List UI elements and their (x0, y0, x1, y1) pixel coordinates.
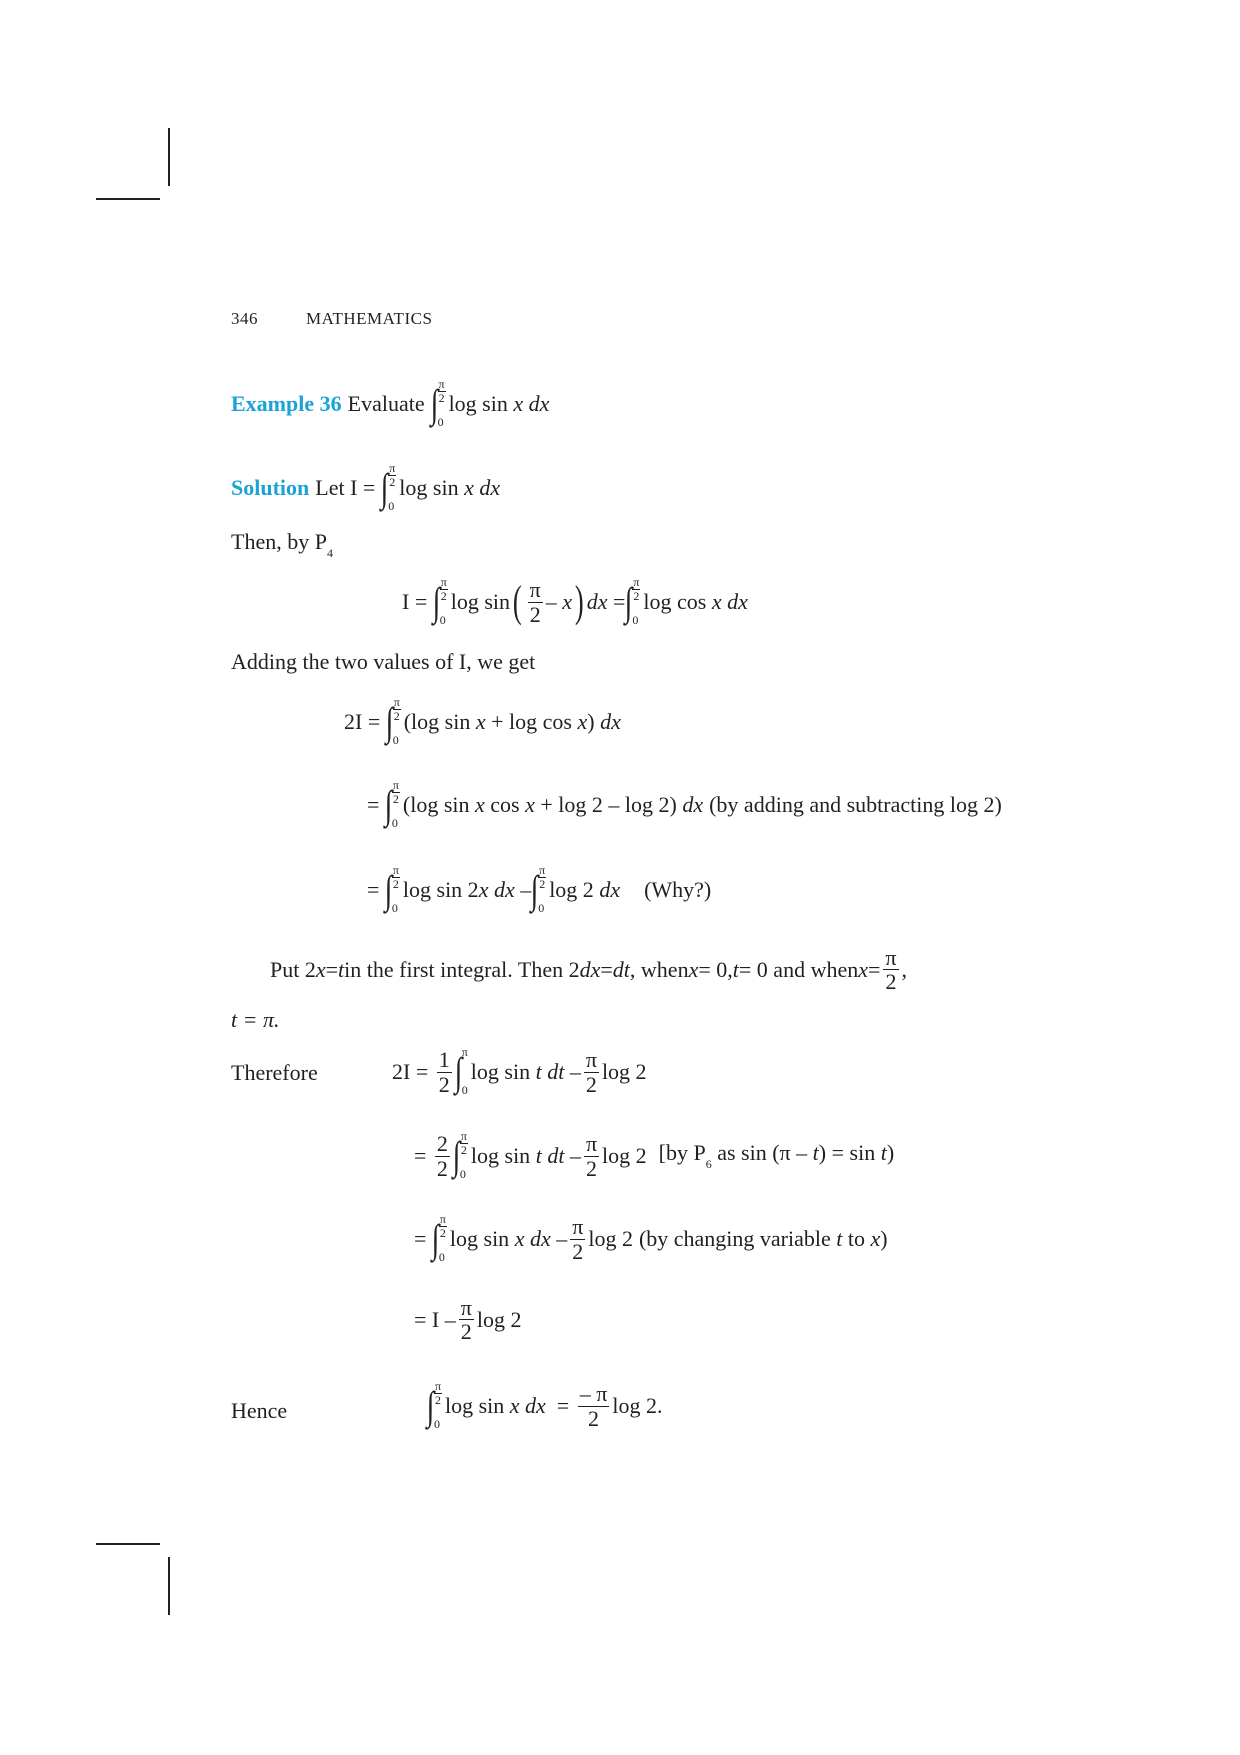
then-line: Then, by $P_4$ (231, 529, 333, 560)
solution-text: Let I = (315, 475, 376, 500)
equation-I-sub: I = ∫ π 2 0 log sin ( $\frac{\pi}{2}$ – x ) dx = ∫ π 2 0 log cos x dx (402, 575, 748, 627)
example-text: Evaluate (347, 391, 425, 416)
equation-2I-sum: 2I = ∫ π 2 0 (log sin x + log cos x) dx (344, 695, 621, 747)
equation-split: = ∫ π 2 0 log sin 2x dx – ∫ π 2 0 log 2 dx (Why?) (367, 863, 712, 915)
page-number: 346 (231, 309, 258, 328)
example-label: Example 36 (231, 391, 342, 416)
crop-mark-top-vertical (168, 128, 170, 186)
solution-line: Solution Let I = ∫ π 2 0 log sin x dx (231, 461, 501, 513)
hence-label: Hence (231, 1398, 288, 1423)
solution-label: Solution (231, 475, 310, 500)
crop-mark-bottom-horizontal (96, 1543, 160, 1545)
equation-I-minus: = I – $\frac{\pi}{2}$ log 2 (414, 1295, 522, 1345)
t-equals-pi: t = π. (231, 1007, 280, 1032)
crop-mark-bottom-vertical (168, 1557, 170, 1615)
substitution-line: Put 2 x = t in the first integral. Then 2 dx = dt , when x = 0, t = 0 and when x = $\frac{\pi}{2}$ , (270, 945, 908, 995)
why-note: (Why?) (644, 877, 712, 902)
note-p6: [by $P_6$ as sin (π – t) = sin t) (658, 1140, 895, 1171)
note-adding: (by adding and subtracting log 2) (709, 792, 1002, 817)
equation-add-subtract: = ∫ π 2 0 (log sin x cos x + log 2 – log 2) dx (by adding and subtracting log 2) (367, 778, 1002, 830)
equation-2I-sub: 2I = $\frac{1}{2}$ ∫ π 0 log sin t dt – $\frac{\pi}{2}$ log 2 (392, 1045, 647, 1097)
adding-line: Adding the two values of I, we get (231, 649, 536, 674)
equation-change-var: = ∫ π 2 0 log sin x dx – $\frac{\pi}{2}$ log 2 (by changing variable t to x) (414, 1212, 888, 1264)
note-change: (by changing variable t to x) (638, 1226, 888, 1251)
crop-mark-top-horizontal (96, 198, 160, 200)
equation-final: ∫ π 2 0 log sin x dx = $\frac{- \pi}{2}$ log 2. (426, 1379, 663, 1431)
therefore-label: Therefore (231, 1060, 318, 1085)
integral-sign: ∫ (430, 381, 438, 426)
running-title: MATHEMATICS (306, 309, 433, 328)
integral-sign: ∫ (380, 465, 389, 510)
example-line: Example 36 Evaluate ∫ π 2 0 log sin x dx (231, 377, 550, 429)
integral-limits: π 2 0 (437, 377, 445, 429)
equation-p6: = $\frac{2}{2}$ ∫ π 2 0 log sin t dt – $\frac{\pi}{2}$ log 2 [by $P_6$ as sin (π – t) = sin t) (414, 1129, 895, 1181)
